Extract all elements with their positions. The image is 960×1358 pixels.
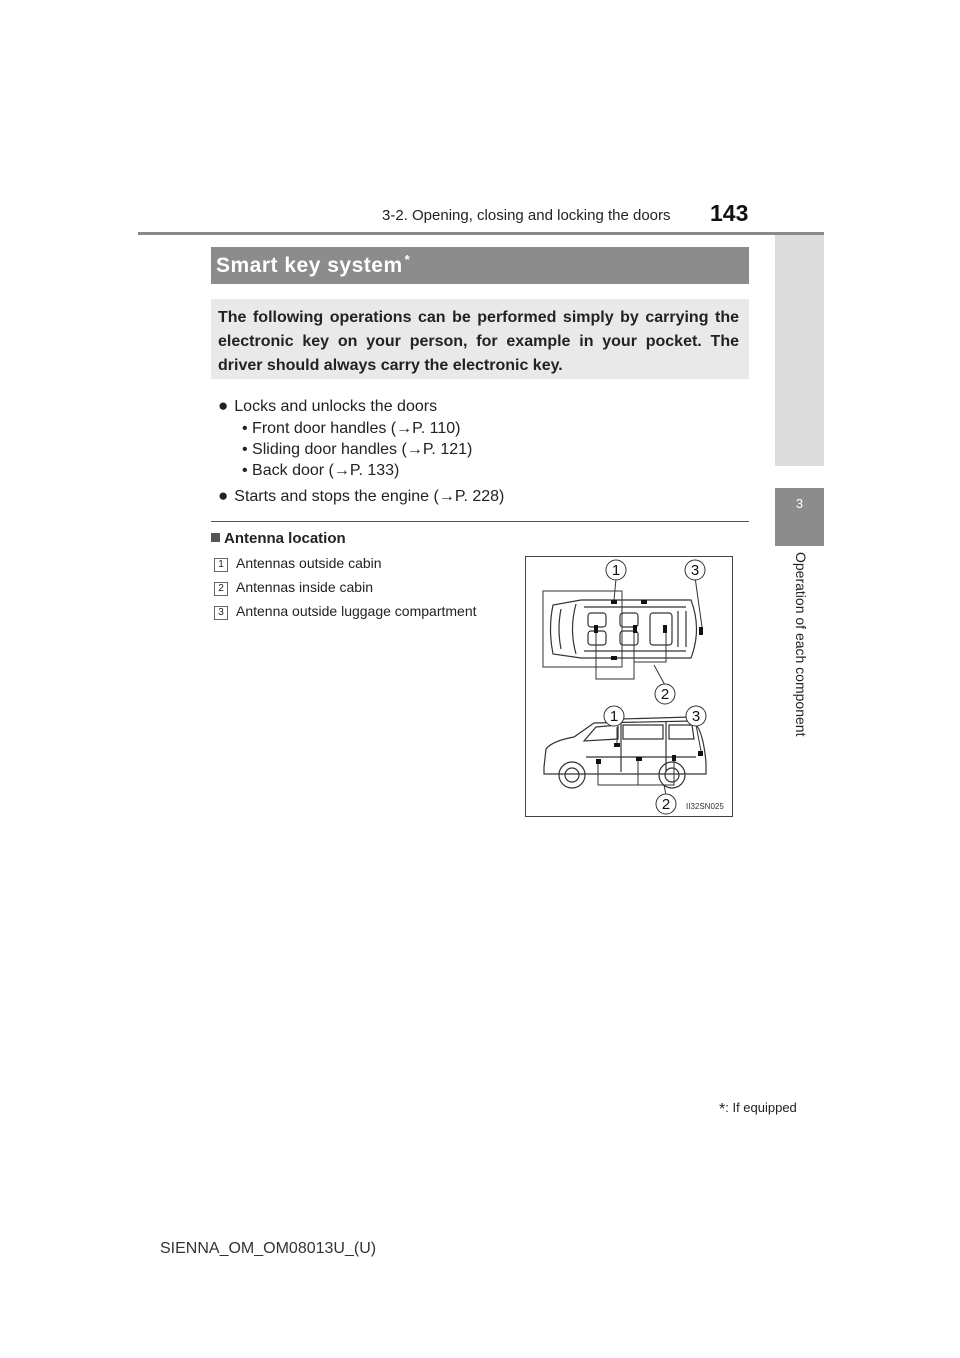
header-rule [138,232,824,235]
callout-label: 3 [690,562,700,579]
legend-text: Antennas inside cabin [236,579,373,595]
legend-text: Antennas outside cabin [236,555,382,571]
callout-label: 1 [611,562,621,579]
operation-sub-text: Back door (→P. 133) [252,462,400,479]
antenna-figure [525,556,733,817]
legend-item [214,603,477,620]
side-tab-chapter-label: Operation of each component [793,552,809,737]
if-equipped-marker: * [404,252,411,267]
operation-sub-item: • Back door (→P. 133) [242,462,400,479]
footnote [719,1099,797,1117]
operation-text: Starts and stops the engine (→P. 228) [234,488,505,505]
section-rule [211,521,749,522]
legend-number: 2 [214,582,228,596]
vehicle-side-view [544,717,706,788]
antenna-heading [211,530,346,547]
operation-sub-text: Front door handles (→P. 110) [252,420,461,437]
asterisk-icon: * [719,1101,726,1118]
callout-lines-side [598,725,701,795]
callout-label: 3 [691,708,701,725]
intro-box: The following operations can be performed simply by carrying the electronic key on your person, for example in your pocket. The driver should always carry the electronic key. [211,299,749,379]
legend-item [214,555,382,572]
legend-text: Antenna outside luggage compartment [236,603,477,619]
side-tab-chapter-number: 3 [795,496,804,511]
operation-item [218,396,437,416]
callout-label: 2 [660,686,670,703]
operation-text: Locks and unlocks the doors [234,398,438,415]
bullet-icon: ● [218,396,229,415]
callout-label: 1 [609,708,619,725]
antenna-markers-side [596,743,703,764]
document-id: SIENNA_OM_OM08013U_(U) [160,1240,377,1257]
square-bullet-icon [211,533,220,542]
page-number: 143 [710,200,749,226]
operation-sub-item: • Front door handles (→P. 110) [242,420,461,437]
legend-number: 1 [214,558,228,572]
operation-item [218,486,504,506]
callouts [604,560,706,814]
legend-item [214,579,373,596]
page-title [211,247,749,284]
footnote-text: : If equipped [725,1100,797,1115]
page-title-text: Smart key system [216,254,403,277]
vehicle-illustration [526,557,732,816]
legend-number: 3 [214,606,228,620]
figure-code: II32SN025 [686,802,724,811]
section-header: 3-2. Opening, closing and locking the doors [382,207,671,224]
operation-sub-text: Sliding door handles (→P. 121) [252,441,473,458]
operation-sub-item: • Sliding door handles (→P. 121) [242,441,473,458]
bullet-icon: ● [218,486,229,505]
callout-label: 2 [661,796,671,813]
side-tab-background [775,235,824,466]
vehicle-top-view [543,591,697,667]
antenna-heading-text: Antenna location [224,530,346,547]
